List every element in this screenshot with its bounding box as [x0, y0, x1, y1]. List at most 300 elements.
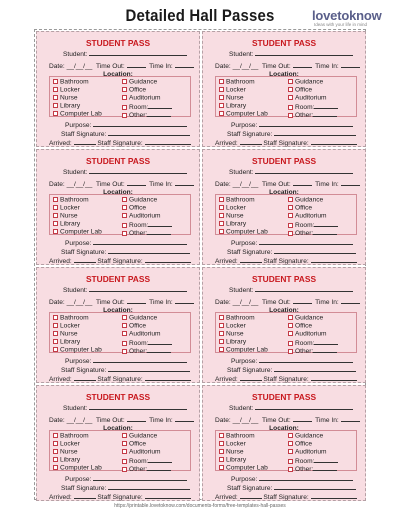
option-guidance[interactable]: [122, 79, 157, 86]
option-locker[interactable]: [219, 323, 246, 330]
time-in-field[interactable]: [341, 62, 360, 68]
purpose-field[interactable]: [259, 121, 353, 127]
checkbox[interactable]: [219, 95, 224, 100]
checkbox[interactable]: [219, 449, 224, 454]
option-auditorium[interactable]: [288, 449, 327, 456]
location-options: [215, 312, 357, 353]
checkbox[interactable]: [219, 197, 224, 202]
pass-heading: STUDENT PASS: [85, 38, 151, 48]
option-auditorium[interactable]: [122, 449, 161, 456]
room-field[interactable]: [148, 221, 172, 227]
time-in-field[interactable]: [341, 180, 360, 186]
checkbox[interactable]: [122, 95, 127, 100]
checkbox[interactable]: [122, 205, 127, 210]
staff-signature-label: Staff Signature:: [263, 494, 309, 501]
staff-signature-field[interactable]: [274, 366, 356, 372]
option-bathroom[interactable]: [53, 315, 89, 322]
purpose-field[interactable]: [259, 239, 353, 245]
checkbox[interactable]: [53, 213, 58, 218]
option-nurse[interactable]: [53, 213, 78, 220]
checkbox[interactable]: [53, 315, 58, 320]
checkbox[interactable]: [288, 197, 293, 202]
option-label: Guidance: [295, 314, 324, 322]
checkbox[interactable]: [53, 449, 58, 454]
time-in-field[interactable]: [341, 298, 360, 304]
staff-signature-label: Staff Signature:: [61, 131, 107, 138]
option-other[interactable]: [122, 229, 171, 238]
option-library[interactable]: [53, 339, 80, 346]
checkbox[interactable]: [53, 79, 58, 84]
staff-signature-field[interactable]: [274, 130, 356, 136]
checkbox[interactable]: [53, 111, 58, 116]
option-locker[interactable]: [53, 441, 80, 448]
purpose-field[interactable]: [93, 357, 187, 363]
option-other[interactable]: [122, 347, 171, 356]
option-office[interactable]: [122, 87, 146, 94]
arrived-row: [49, 493, 191, 502]
other-field[interactable]: [313, 229, 337, 235]
document-title: Detailed Hall Passes: [125, 6, 275, 25]
date-field[interactable]: __/__/__: [232, 63, 259, 70]
time-out-field[interactable]: [293, 416, 312, 422]
option-library[interactable]: [53, 103, 80, 110]
option-locker[interactable]: [53, 323, 80, 330]
checkbox[interactable]: [219, 87, 224, 92]
option-other[interactable]: [122, 111, 171, 120]
checkbox[interactable]: [288, 105, 293, 110]
date-field[interactable]: __/__/__: [232, 299, 259, 306]
option-nurse[interactable]: [219, 331, 244, 338]
arrived-row: [215, 257, 357, 266]
option-other[interactable]: [288, 229, 337, 238]
option-label: Auditorium: [129, 212, 161, 220]
date-label: Date:: [215, 63, 231, 70]
option-locker[interactable]: [219, 87, 246, 94]
checkbox[interactable]: [122, 449, 127, 454]
date-label: Date:: [49, 181, 65, 188]
option-office[interactable]: [288, 87, 312, 94]
room-field[interactable]: [314, 339, 338, 345]
checkbox[interactable]: [288, 223, 293, 228]
student-field[interactable]: [89, 286, 187, 292]
checkbox[interactable]: [53, 433, 58, 438]
time-out-label: Time Out:: [95, 63, 125, 70]
option-bathroom[interactable]: [219, 79, 255, 86]
student-label: Student:: [63, 51, 88, 58]
checkbox[interactable]: [288, 213, 293, 218]
checkbox[interactable]: [53, 205, 58, 210]
staff-signature-field[interactable]: [108, 484, 190, 490]
pass-heading: STUDENT PASS: [85, 274, 151, 284]
checkbox[interactable]: [53, 465, 58, 470]
arrived-field[interactable]: [74, 493, 96, 499]
arrived-field[interactable]: [74, 375, 96, 381]
date-field[interactable]: __/__/__: [66, 63, 93, 70]
arrived-field[interactable]: [240, 375, 262, 381]
option-guidance[interactable]: [288, 79, 323, 86]
option-office[interactable]: [122, 441, 146, 448]
checkbox[interactable]: [219, 347, 224, 352]
option-computer-lab[interactable]: [53, 347, 102, 354]
checkbox[interactable]: [53, 197, 58, 202]
checkbox[interactable]: [53, 441, 58, 446]
time-in-field[interactable]: [175, 416, 194, 422]
other-field[interactable]: [313, 111, 337, 117]
option-label: Library: [226, 102, 247, 110]
purpose-label: Purpose:: [231, 122, 258, 129]
option-guidance[interactable]: [288, 315, 323, 322]
other-field[interactable]: [147, 347, 171, 353]
student-pass: [36, 385, 200, 501]
option-bathroom[interactable]: [219, 433, 255, 440]
checkbox[interactable]: [53, 339, 58, 344]
option-auditorium[interactable]: [122, 331, 161, 338]
student-field[interactable]: [255, 404, 353, 410]
student-field[interactable]: [255, 168, 353, 174]
checkbox[interactable]: [288, 349, 293, 354]
option-other[interactable]: [288, 347, 337, 356]
option-library[interactable]: [219, 221, 246, 228]
option-nurse[interactable]: [219, 213, 244, 220]
arrived-field[interactable]: [240, 257, 262, 263]
arrival-staff-signature-field[interactable]: [311, 257, 357, 263]
checkbox[interactable]: [122, 341, 127, 346]
student-field[interactable]: [89, 168, 187, 174]
arrival-staff-signature-field[interactable]: [311, 493, 357, 499]
checkbox[interactable]: [219, 441, 224, 446]
student-pass: [202, 31, 366, 147]
time-out-field[interactable]: [127, 298, 146, 304]
checkbox[interactable]: [288, 231, 293, 236]
option-bathroom[interactable]: [53, 197, 89, 204]
student-pass: [36, 149, 200, 265]
option-label: Library: [60, 102, 81, 110]
checkbox[interactable]: [219, 339, 224, 344]
checkbox[interactable]: [122, 433, 127, 438]
option-locker[interactable]: [219, 441, 246, 448]
room-field[interactable]: [314, 457, 338, 463]
option-label: Nurse: [226, 94, 244, 102]
time-out-field[interactable]: [293, 298, 312, 304]
room-field[interactable]: [314, 103, 338, 109]
checkbox[interactable]: [219, 315, 224, 320]
time-out-field[interactable]: [127, 180, 146, 186]
time-in-label: Time In:: [149, 63, 173, 70]
location-options: [215, 194, 357, 235]
option-label: Bathroom: [60, 78, 89, 86]
option-computer-lab[interactable]: [219, 465, 268, 472]
option-label: Room:: [129, 340, 149, 347]
arrived-label: Arrived:: [215, 258, 238, 265]
option-label: Library: [60, 338, 81, 346]
option-auditorium[interactable]: [288, 95, 327, 102]
checkbox[interactable]: [219, 457, 224, 462]
checkbox[interactable]: [122, 323, 127, 328]
location-label: Location:: [269, 189, 299, 196]
checkbox[interactable]: [288, 95, 293, 100]
checkbox[interactable]: [122, 459, 127, 464]
option-office[interactable]: [122, 323, 146, 330]
option-locker[interactable]: [53, 87, 80, 94]
option-computer-lab[interactable]: [219, 347, 268, 354]
option-auditorium[interactable]: [122, 213, 161, 220]
option-library[interactable]: [219, 457, 246, 464]
checkbox[interactable]: [122, 113, 127, 118]
checkbox[interactable]: [122, 223, 127, 228]
checkbox[interactable]: [122, 213, 127, 218]
checkbox[interactable]: [219, 79, 224, 84]
option-label: Locker: [226, 86, 246, 94]
room-field[interactable]: [314, 221, 338, 227]
location-label: Location:: [269, 307, 299, 314]
checkbox[interactable]: [122, 349, 127, 354]
option-nurse[interactable]: [219, 95, 244, 102]
option-label: Computer Lab: [60, 346, 102, 354]
purpose-field[interactable]: [93, 239, 187, 245]
time-out-field[interactable]: [127, 62, 146, 68]
checkbox[interactable]: [219, 465, 224, 470]
time-in-field[interactable]: [175, 298, 194, 304]
checkbox[interactable]: [219, 331, 224, 336]
option-guidance[interactable]: [122, 315, 157, 322]
checkbox[interactable]: [219, 229, 224, 234]
checkbox[interactable]: [288, 113, 293, 118]
option-nurse[interactable]: [53, 331, 78, 338]
staff-signature-field[interactable]: [274, 248, 356, 254]
student-row: [229, 404, 353, 413]
checkbox[interactable]: [288, 459, 293, 464]
staff-signature-label: Staff Signature:: [263, 376, 309, 383]
option-other[interactable]: [122, 465, 171, 474]
option-label: Guidance: [295, 432, 324, 440]
option-auditorium[interactable]: [288, 331, 327, 338]
checkbox[interactable]: [288, 441, 293, 446]
student-field[interactable]: [89, 50, 187, 56]
purpose-field[interactable]: [259, 475, 353, 481]
lovetoknow-logo: [312, 8, 392, 28]
checkbox[interactable]: [53, 103, 58, 108]
option-label: Room:: [129, 458, 149, 465]
option-library[interactable]: [219, 339, 246, 346]
checkbox[interactable]: [122, 197, 127, 202]
checkbox[interactable]: [288, 433, 293, 438]
checkbox[interactable]: [53, 457, 58, 462]
checkbox[interactable]: [288, 331, 293, 336]
option-auditorium[interactable]: [288, 213, 327, 220]
option-auditorium[interactable]: [122, 95, 161, 102]
option-library[interactable]: [53, 457, 80, 464]
checkbox[interactable]: [122, 87, 127, 92]
checkbox[interactable]: [288, 315, 293, 320]
staff-signature-row: [61, 130, 190, 139]
option-guidance[interactable]: [122, 433, 157, 440]
student-field[interactable]: [255, 50, 353, 56]
checkbox[interactable]: [219, 205, 224, 210]
staff-signature-field[interactable]: [108, 248, 190, 254]
time-in-field[interactable]: [175, 62, 194, 68]
arrival-staff-signature-field[interactable]: [145, 257, 191, 263]
date-time-row: [215, 180, 360, 189]
date-field[interactable]: __/__/__: [66, 181, 93, 188]
option-library[interactable]: [53, 221, 80, 228]
location-label: Location:: [103, 71, 133, 78]
option-label: Library: [226, 338, 247, 346]
student-label: Student:: [63, 405, 88, 412]
purpose-label: Purpose:: [231, 358, 258, 365]
time-in-field[interactable]: [341, 416, 360, 422]
student-pass: [36, 267, 200, 383]
other-field[interactable]: [313, 465, 337, 471]
checkbox[interactable]: [288, 467, 293, 472]
purpose-row: [65, 239, 187, 248]
option-office[interactable]: [288, 205, 312, 212]
checkbox[interactable]: [53, 87, 58, 92]
checkbox[interactable]: [122, 441, 127, 446]
option-computer-lab[interactable]: [53, 111, 102, 118]
other-field[interactable]: [147, 465, 171, 471]
checkbox[interactable]: [288, 205, 293, 210]
option-label: Room:: [295, 458, 315, 465]
arrival-staff-signature-field[interactable]: [145, 375, 191, 381]
staff-signature-field[interactable]: [108, 130, 190, 136]
option-bathroom[interactable]: [219, 197, 255, 204]
room-field[interactable]: [148, 103, 172, 109]
date-label: Date:: [215, 181, 231, 188]
staff-signature-field[interactable]: [274, 484, 356, 490]
date-field[interactable]: __/__/__: [66, 417, 93, 424]
checkbox[interactable]: [288, 323, 293, 328]
checkbox[interactable]: [219, 213, 224, 218]
checkbox[interactable]: [53, 323, 58, 328]
option-office[interactable]: [288, 323, 312, 330]
option-label: Bathroom: [60, 196, 89, 204]
checkbox[interactable]: [122, 231, 127, 236]
arrival-staff-signature-field[interactable]: [145, 493, 191, 499]
purpose-row: [231, 239, 353, 248]
checkbox[interactable]: [219, 103, 224, 108]
option-label: Office: [129, 322, 147, 330]
checkbox[interactable]: [219, 111, 224, 116]
option-other[interactable]: [288, 465, 337, 474]
option-label: Auditorium: [129, 94, 161, 102]
option-nurse[interactable]: [53, 95, 78, 102]
arrived-field[interactable]: [74, 257, 96, 263]
room-field[interactable]: [148, 457, 172, 463]
checkbox[interactable]: [122, 315, 127, 320]
other-field[interactable]: [147, 111, 171, 117]
checkbox[interactable]: [122, 105, 127, 110]
date-label: Date:: [49, 299, 65, 306]
option-guidance[interactable]: [288, 197, 323, 204]
option-label: Office: [295, 440, 313, 448]
staff-signature-label: Staff Signature:: [61, 249, 107, 256]
option-nurse[interactable]: [53, 449, 78, 456]
time-in-field[interactable]: [175, 180, 194, 186]
purpose-field[interactable]: [93, 121, 187, 127]
option-computer-lab[interactable]: [219, 111, 268, 118]
checkbox[interactable]: [288, 79, 293, 84]
logo-name: lovetoknow: [312, 8, 382, 23]
checkbox[interactable]: [288, 449, 293, 454]
arrived-field[interactable]: [240, 493, 262, 499]
checkbox[interactable]: [219, 433, 224, 438]
student-row: [63, 286, 187, 295]
arrival-staff-signature-field[interactable]: [311, 139, 357, 145]
student-label: Student:: [229, 51, 254, 58]
location-label: Location:: [269, 71, 299, 78]
option-computer-lab[interactable]: [53, 229, 102, 236]
date-field[interactable]: __/__/__: [232, 417, 259, 424]
option-computer-lab[interactable]: [219, 229, 268, 236]
location-options: [49, 430, 191, 471]
time-out-field[interactable]: [293, 62, 312, 68]
checkbox[interactable]: [288, 341, 293, 346]
arrived-field[interactable]: [240, 139, 262, 145]
option-label: Bathroom: [226, 432, 255, 440]
room-field[interactable]: [148, 339, 172, 345]
checkbox[interactable]: [53, 347, 58, 352]
time-out-label: Time Out:: [95, 181, 125, 188]
checkbox[interactable]: [122, 79, 127, 84]
checkbox[interactable]: [53, 95, 58, 100]
arrival-staff-signature-field[interactable]: [311, 375, 357, 381]
option-library[interactable]: [219, 103, 246, 110]
arrived-field[interactable]: [74, 139, 96, 145]
purpose-field[interactable]: [93, 475, 187, 481]
option-label: Nurse: [226, 448, 244, 456]
option-guidance[interactable]: [122, 197, 157, 204]
checkbox[interactable]: [219, 323, 224, 328]
checkbox[interactable]: [122, 467, 127, 472]
option-office[interactable]: [122, 205, 146, 212]
option-locker[interactable]: [219, 205, 246, 212]
option-computer-lab[interactable]: [53, 465, 102, 472]
time-out-field[interactable]: [293, 180, 312, 186]
checkbox[interactable]: [219, 221, 224, 226]
option-nurse[interactable]: [219, 449, 244, 456]
other-field[interactable]: [313, 347, 337, 353]
date-field[interactable]: __/__/__: [66, 299, 93, 306]
option-bathroom[interactable]: [219, 315, 255, 322]
date-label: Date:: [215, 299, 231, 306]
arrival-staff-signature-field[interactable]: [145, 139, 191, 145]
option-office[interactable]: [288, 441, 312, 448]
option-other[interactable]: [288, 111, 337, 120]
staff-signature-row: [227, 366, 356, 375]
purpose-field[interactable]: [259, 357, 353, 363]
date-field[interactable]: __/__/__: [232, 181, 259, 188]
checkbox[interactable]: [288, 87, 293, 92]
option-bathroom[interactable]: [53, 79, 89, 86]
student-field[interactable]: [255, 286, 353, 292]
student-label: Student:: [63, 287, 88, 294]
date-time-row: [215, 62, 360, 71]
checkbox[interactable]: [122, 331, 127, 336]
student-field[interactable]: [89, 404, 187, 410]
checkbox[interactable]: [53, 229, 58, 234]
time-out-field[interactable]: [127, 416, 146, 422]
logo-tagline: Ideas with your life in mind: [314, 22, 368, 27]
option-guidance[interactable]: [288, 433, 323, 440]
other-field[interactable]: [147, 229, 171, 235]
checkbox[interactable]: [53, 331, 58, 336]
checkbox[interactable]: [53, 221, 58, 226]
option-bathroom[interactable]: [53, 433, 89, 440]
staff-signature-field[interactable]: [108, 366, 190, 372]
arrived-row: [215, 139, 357, 148]
option-locker[interactable]: [53, 205, 80, 212]
time-out-label: Time Out:: [95, 417, 125, 424]
